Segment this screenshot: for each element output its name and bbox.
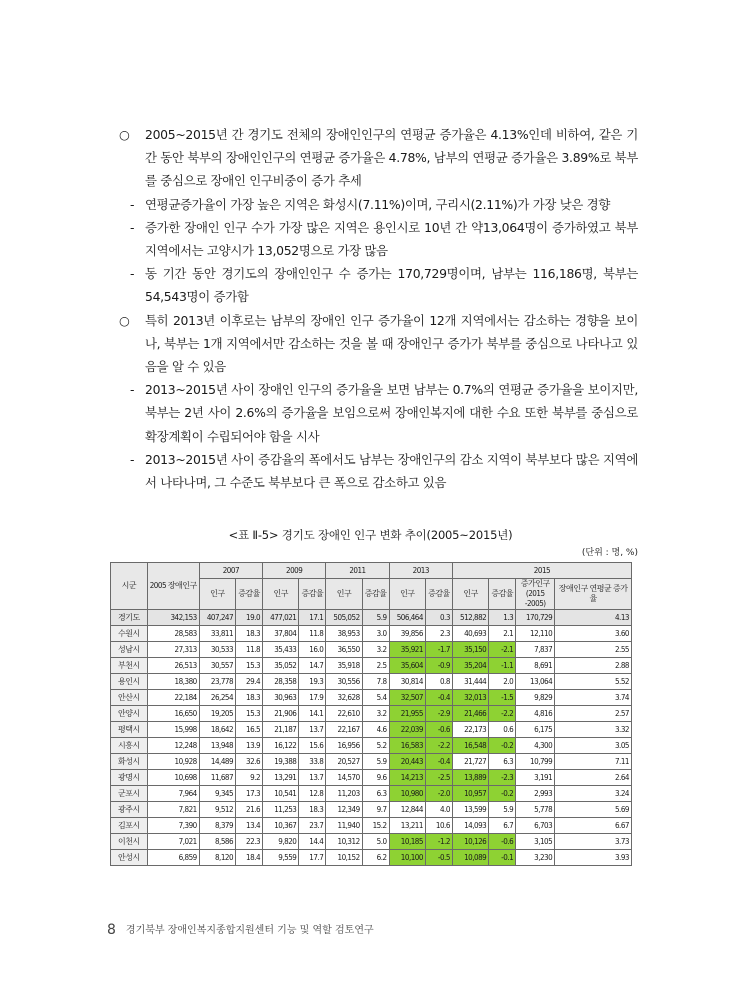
value-cell: 7,021 — [147, 834, 199, 850]
table-row — [111, 834, 632, 850]
value-cell: 21,727 — [452, 754, 488, 770]
value-cell: 12,110 — [516, 626, 555, 642]
value-cell: 10,799 — [516, 754, 555, 770]
value-cell: 35,604 — [389, 658, 425, 674]
value-cell: 477,021 — [263, 610, 299, 626]
value-cell: 32.6 — [236, 754, 263, 770]
value-cell: 12,349 — [326, 802, 362, 818]
value-cell: 4,816 — [516, 706, 555, 722]
value-cell: 7,964 — [147, 786, 199, 802]
value-cell: 3.2 — [362, 706, 389, 722]
header-2015: 2015 — [452, 563, 631, 579]
value-cell: 10,100 — [389, 850, 425, 866]
value-cell: 10,152 — [326, 850, 362, 866]
region-cell: 김포시 — [111, 818, 148, 834]
value-cell: -0.2 — [489, 786, 516, 802]
value-cell: 14,489 — [199, 754, 235, 770]
value-cell: 11,203 — [326, 786, 362, 802]
table-row — [111, 690, 632, 706]
region-cell: 광주시 — [111, 802, 148, 818]
value-cell: 10,957 — [452, 786, 488, 802]
value-cell: 14.1 — [299, 706, 326, 722]
paragraph-text: 연평균증가율이 가장 높은 지역은 화성시(7.11%)이며, 구리시(2.11%)가 가장 낮은 경향 — [145, 196, 611, 212]
value-cell: 12,248 — [147, 738, 199, 754]
value-cell: -1.2 — [425, 834, 452, 850]
header-rate: 증감율 — [489, 579, 516, 610]
page-footer — [107, 921, 374, 938]
region-cell: 성남시 — [111, 642, 148, 658]
value-cell: 4.0 — [425, 802, 452, 818]
value-cell: 16,122 — [263, 738, 299, 754]
value-cell: 13,064 — [516, 674, 555, 690]
value-cell: 0.6 — [489, 722, 516, 738]
header-2007: 2007 — [199, 563, 262, 579]
value-cell: -2.5 — [425, 770, 452, 786]
value-cell: 7.8 — [362, 674, 389, 690]
header-pop: 인구 — [263, 579, 299, 610]
value-cell: 0.8 — [425, 674, 452, 690]
value-cell: 22,184 — [147, 690, 199, 706]
value-cell: 22,039 — [389, 722, 425, 738]
value-cell: 13,211 — [389, 818, 425, 834]
table-row — [111, 626, 632, 642]
value-cell: 26,254 — [199, 690, 235, 706]
value-cell: 21,906 — [263, 706, 299, 722]
value-cell: 14.7 — [299, 658, 326, 674]
value-cell: 506,464 — [389, 610, 425, 626]
value-cell: 22,610 — [326, 706, 362, 722]
region-cell: 안성시 — [111, 850, 148, 866]
dash-paragraph — [118, 193, 638, 216]
value-cell: 35,052 — [263, 658, 299, 674]
value-cell: 5.52 — [555, 674, 632, 690]
value-cell: 2.3 — [425, 626, 452, 642]
value-cell: 5.0 — [362, 834, 389, 850]
paragraph-text: 증가한 장애인 인구 수가 가장 많은 지역은 용인시로 10년 간 약13,064명이 증가하였고 북부지역에서는 고양시가 13,052명으로 가장 많음 — [145, 219, 638, 259]
value-cell: 16,583 — [389, 738, 425, 754]
value-cell: 2.88 — [555, 658, 632, 674]
value-cell: 7.11 — [555, 754, 632, 770]
table-row — [111, 658, 632, 674]
value-cell: 5,778 — [516, 802, 555, 818]
value-cell: 13,889 — [452, 770, 488, 786]
value-cell: 18.3 — [236, 626, 263, 642]
value-cell: 13,291 — [263, 770, 299, 786]
value-cell: 3.24 — [555, 786, 632, 802]
header-pop: 인구 — [326, 579, 362, 610]
value-cell: 3.93 — [555, 850, 632, 866]
value-cell: 5.4 — [362, 690, 389, 706]
value-cell: -0.6 — [489, 834, 516, 850]
value-cell: 26,513 — [147, 658, 199, 674]
paragraph-text: 2013~2015년 사이 장애인 인구의 증가율을 보면 남부는 0.7%의 연평균 증가율을 보이지만, 북부는 2년 사이 2.6%의 증가율을 보임으로써 장애인복지에 대한 수요 또한 북부를 중심으로 확장계획이 수립되어야 함을 시사 — [145, 382, 638, 444]
paragraph-marker: - — [130, 219, 135, 235]
region-cell: 광명시 — [111, 770, 148, 786]
table-row — [111, 706, 632, 722]
value-cell: -2.2 — [425, 738, 452, 754]
value-cell: 9,829 — [516, 690, 555, 706]
value-cell: 18.4 — [236, 850, 263, 866]
value-cell: 10,089 — [452, 850, 488, 866]
value-cell: 17.1 — [299, 610, 326, 626]
paragraph-marker: - — [130, 196, 135, 212]
value-cell: 33.8 — [299, 754, 326, 770]
value-cell: 342,153 — [147, 610, 199, 626]
paragraph-marker: ○ — [119, 127, 130, 142]
value-cell: -2.3 — [489, 770, 516, 786]
value-cell: 6.3 — [362, 786, 389, 802]
value-cell: 512,882 — [452, 610, 488, 626]
value-cell: 6,859 — [147, 850, 199, 866]
value-cell: 16,548 — [452, 738, 488, 754]
value-cell: 14,213 — [389, 770, 425, 786]
value-cell: 13.9 — [236, 738, 263, 754]
value-cell: 28,358 — [263, 674, 299, 690]
value-cell: 2.57 — [555, 706, 632, 722]
header-pop: 인구 — [452, 579, 488, 610]
value-cell: 3.32 — [555, 722, 632, 738]
value-cell: 10.6 — [425, 818, 452, 834]
value-cell: 15.6 — [299, 738, 326, 754]
value-cell: -2.9 — [425, 706, 452, 722]
value-cell: 5.69 — [555, 802, 632, 818]
value-cell: 3,191 — [516, 770, 555, 786]
value-cell: 3.05 — [555, 738, 632, 754]
value-cell: 17.3 — [236, 786, 263, 802]
table-row — [111, 754, 632, 770]
paragraph-marker: - — [130, 451, 135, 467]
value-cell: -0.6 — [425, 722, 452, 738]
value-cell: 11.8 — [299, 626, 326, 642]
value-cell: 5.9 — [362, 754, 389, 770]
header-2013: 2013 — [389, 563, 452, 579]
value-cell: 28,583 — [147, 626, 199, 642]
value-cell: 3,105 — [516, 834, 555, 850]
value-cell: 16.5 — [236, 722, 263, 738]
value-cell: 13.4 — [236, 818, 263, 834]
region-cell: 군포시 — [111, 786, 148, 802]
value-cell: 18.3 — [299, 802, 326, 818]
value-cell: 18,380 — [147, 674, 199, 690]
value-cell: 17.7 — [299, 850, 326, 866]
header-rate: 증감율 — [425, 579, 452, 610]
table-row — [111, 786, 632, 802]
region-cell: 안양시 — [111, 706, 148, 722]
paragraph-text: 특히 2013년 이후로는 남부의 장애인 인구 증가율이 12개 지역에서는 감소하는 경향을 보이나, 북부는 1개 지역에서만 감소하는 것을 볼 때 장애인구 증가가 북부를 중심으로 나타나고 있음을 알 수 있음 — [145, 312, 638, 375]
value-cell: 22,173 — [452, 722, 488, 738]
value-cell: 7,390 — [147, 818, 199, 834]
value-cell: -0.4 — [425, 754, 452, 770]
footer-title: 경기북부 장애인복지종합지원센터 기능 및 역할 검토연구 — [125, 925, 374, 936]
value-cell: 0.3 — [425, 610, 452, 626]
value-cell: 13.7 — [299, 770, 326, 786]
value-cell: 9,512 — [199, 802, 235, 818]
table-row — [111, 674, 632, 690]
value-cell: 21.6 — [236, 802, 263, 818]
value-cell: 170,729 — [516, 610, 555, 626]
value-cell: 18,642 — [199, 722, 235, 738]
value-cell: 16.0 — [299, 642, 326, 658]
value-cell: 32,013 — [452, 690, 488, 706]
paragraph-text: 동 기간 동안 경기도의 장애인인구 수 증가는 170,729명이며, 남부는 116,186명, 북부는 54,543명이 증가함 — [145, 266, 638, 305]
value-cell: -0.5 — [425, 850, 452, 866]
value-cell: 36,550 — [326, 642, 362, 658]
value-cell: -0.4 — [425, 690, 452, 706]
value-cell: -2.1 — [489, 642, 516, 658]
value-cell: 35,921 — [389, 642, 425, 658]
value-cell: 7,837 — [516, 642, 555, 658]
table-body — [111, 610, 632, 866]
value-cell: 5.9 — [362, 610, 389, 626]
header-region: 시군 — [111, 563, 148, 610]
value-cell: 14,570 — [326, 770, 362, 786]
value-cell: 8,586 — [199, 834, 235, 850]
value-cell: 12.8 — [299, 786, 326, 802]
table-row — [111, 802, 632, 818]
value-cell: 19,388 — [263, 754, 299, 770]
value-cell: 11.8 — [236, 642, 263, 658]
region-cell: 시흥시 — [111, 738, 148, 754]
value-cell: 32,628 — [326, 690, 362, 706]
value-cell: 21,466 — [452, 706, 488, 722]
header-rate: 증감율 — [299, 579, 326, 610]
header-2009: 2009 — [263, 563, 326, 579]
value-cell: 10,367 — [263, 818, 299, 834]
table-row — [111, 642, 632, 658]
value-cell: 31,444 — [452, 674, 488, 690]
value-cell: 6.3 — [489, 754, 516, 770]
value-cell: 37,804 — [263, 626, 299, 642]
value-cell: 30,533 — [199, 642, 235, 658]
value-cell: 2.55 — [555, 642, 632, 658]
table-row — [111, 850, 632, 866]
value-cell: 32,507 — [389, 690, 425, 706]
value-cell: 29.4 — [236, 674, 263, 690]
value-cell: -1.7 — [425, 642, 452, 658]
value-cell: 2.1 — [489, 626, 516, 642]
value-cell: 30,556 — [326, 674, 362, 690]
value-cell: 6,175 — [516, 722, 555, 738]
disabled-population-table — [110, 562, 632, 866]
table-row — [111, 738, 632, 754]
value-cell: 505,052 — [326, 610, 362, 626]
header-pop: 인구 — [199, 579, 235, 610]
table-row — [111, 722, 632, 738]
region-cell: 경기도 — [111, 610, 148, 626]
value-cell: 10,541 — [263, 786, 299, 802]
value-cell: 6.7 — [489, 818, 516, 834]
bullet-paragraph — [118, 123, 638, 193]
dash-paragraph — [118, 378, 638, 448]
value-cell: 8,691 — [516, 658, 555, 674]
paragraph-marker: - — [130, 266, 135, 282]
value-cell: 35,150 — [452, 642, 488, 658]
value-cell: 19.3 — [299, 674, 326, 690]
value-cell: 12,844 — [389, 802, 425, 818]
value-cell: 18.3 — [236, 690, 263, 706]
value-cell: 8,120 — [199, 850, 235, 866]
value-cell: -0.9 — [425, 658, 452, 674]
value-cell: 19,205 — [199, 706, 235, 722]
region-cell: 이천시 — [111, 834, 148, 850]
value-cell: 22,167 — [326, 722, 362, 738]
value-cell: 407,247 — [199, 610, 235, 626]
value-cell: 16,650 — [147, 706, 199, 722]
value-cell: -2.2 — [489, 706, 516, 722]
value-cell: 21,187 — [263, 722, 299, 738]
value-cell: 10,928 — [147, 754, 199, 770]
value-cell: 22.3 — [236, 834, 263, 850]
value-cell: 17.9 — [299, 690, 326, 706]
value-cell: 14,093 — [452, 818, 488, 834]
value-cell: 16,956 — [326, 738, 362, 754]
value-cell: -1.5 — [489, 690, 516, 706]
region-cell: 안산시 — [111, 690, 148, 706]
value-cell: 3.73 — [555, 834, 632, 850]
value-cell: 13,948 — [199, 738, 235, 754]
value-cell: 4.6 — [362, 722, 389, 738]
value-cell: 15.3 — [236, 706, 263, 722]
header-rate: 증감율 — [362, 579, 389, 610]
value-cell: -0.1 — [489, 850, 516, 866]
value-cell: 35,918 — [326, 658, 362, 674]
value-cell: 20,527 — [326, 754, 362, 770]
bullet-paragraph — [118, 309, 638, 379]
value-cell: 15.3 — [236, 658, 263, 674]
table-caption: <표 Ⅱ-5> 경기도 장애인 인구 변화 추이(2005~2015년) — [228, 528, 513, 542]
value-cell: 11,253 — [263, 802, 299, 818]
value-cell: 23.7 — [299, 818, 326, 834]
region-cell: 용인시 — [111, 674, 148, 690]
value-cell: 9.6 — [362, 770, 389, 786]
value-cell: 3.60 — [555, 626, 632, 642]
value-cell: 9.2 — [236, 770, 263, 786]
value-cell: 11,687 — [199, 770, 235, 786]
table-row — [111, 818, 632, 834]
value-cell: 2.0 — [489, 674, 516, 690]
header-increase: 증가인구 (2015 -2005) — [516, 579, 555, 610]
value-cell: 6.67 — [555, 818, 632, 834]
region-cell: 평택시 — [111, 722, 148, 738]
body-text — [118, 123, 638, 494]
region-cell: 부천시 — [111, 658, 148, 674]
table-unit: (단위 : 명, %) — [581, 548, 638, 558]
value-cell: 10,126 — [452, 834, 488, 850]
value-cell: 2.64 — [555, 770, 632, 786]
value-cell: 4.13 — [555, 610, 632, 626]
value-cell: 3,230 — [516, 850, 555, 866]
paragraph-text: 2013~2015년 사이 증감율의 폭에서도 남부는 장애인구의 감소 지역이 북부보다 많은 지역에서 나타나며, 그 수준도 북부보다 큰 폭으로 감소하고 있음 — [145, 451, 638, 491]
value-cell: -0.2 — [489, 738, 516, 754]
value-cell: 3.0 — [362, 626, 389, 642]
value-cell: 7,821 — [147, 802, 199, 818]
header-2011: 2011 — [326, 563, 389, 579]
dash-paragraph — [118, 262, 638, 308]
value-cell: 1.3 — [489, 610, 516, 626]
region-cell: 수원시 — [111, 626, 148, 642]
dash-paragraph — [118, 448, 638, 494]
value-cell: 9.7 — [362, 802, 389, 818]
value-cell: 5.9 — [489, 802, 516, 818]
header-pop: 인구 — [389, 579, 425, 610]
value-cell: 9,345 — [199, 786, 235, 802]
value-cell: 9,559 — [263, 850, 299, 866]
value-cell: 2.5 — [362, 658, 389, 674]
value-cell: 3.74 — [555, 690, 632, 706]
value-cell: 10,698 — [147, 770, 199, 786]
value-cell: 8,379 — [199, 818, 235, 834]
table-row-total — [111, 610, 632, 626]
paragraph-text: 2005~2015년 간 경기도 전체의 장애인인구의 연평균 증가율은 4.13%인데 비하여, 같은 기간 동안 북부의 장애인인구의 연평균 증가율은 4.78%, 남부의 연평균 증가율은 3.89%로 북부를 중심으로 장애인 인구비중이 증가 추세 — [145, 127, 638, 189]
value-cell: -1.1 — [489, 658, 516, 674]
header-annual-rate: 장애인구 연평균 증가율 — [555, 579, 632, 610]
header-rate: 증감율 — [236, 579, 263, 610]
value-cell: 15.2 — [362, 818, 389, 834]
value-cell: 23,778 — [199, 674, 235, 690]
paragraph-marker: - — [130, 382, 135, 398]
value-cell: 3.2 — [362, 642, 389, 658]
value-cell: 38,953 — [326, 626, 362, 642]
value-cell: 13,599 — [452, 802, 488, 818]
value-cell: 35,204 — [452, 658, 488, 674]
value-cell: -2.0 — [425, 786, 452, 802]
value-cell: 21,955 — [389, 706, 425, 722]
page-number: 8 — [107, 922, 116, 938]
table-row — [111, 770, 632, 786]
value-cell: 11,940 — [326, 818, 362, 834]
value-cell: 33,811 — [199, 626, 235, 642]
value-cell: 2,993 — [516, 786, 555, 802]
value-cell: 39,856 — [389, 626, 425, 642]
value-cell: 15,998 — [147, 722, 199, 738]
value-cell: 10,185 — [389, 834, 425, 850]
value-cell: 20,443 — [389, 754, 425, 770]
value-cell: 30,963 — [263, 690, 299, 706]
value-cell: 30,814 — [389, 674, 425, 690]
dash-paragraph — [118, 216, 638, 262]
value-cell: 19.0 — [236, 610, 263, 626]
value-cell: 14.4 — [299, 834, 326, 850]
value-cell: 6,703 — [516, 818, 555, 834]
value-cell: 27,313 — [147, 642, 199, 658]
value-cell: 13.7 — [299, 722, 326, 738]
value-cell: 4,300 — [516, 738, 555, 754]
value-cell: 10,312 — [326, 834, 362, 850]
paragraph-marker: ○ — [119, 312, 130, 328]
value-cell: 35,433 — [263, 642, 299, 658]
value-cell: 9,820 — [263, 834, 299, 850]
value-cell: 10,980 — [389, 786, 425, 802]
value-cell: 30,557 — [199, 658, 235, 674]
region-cell: 화성시 — [111, 754, 148, 770]
value-cell: 40,693 — [452, 626, 488, 642]
header-2005: 2005 장애인구 — [147, 563, 199, 610]
value-cell: 5.2 — [362, 738, 389, 754]
value-cell: 6.2 — [362, 850, 389, 866]
